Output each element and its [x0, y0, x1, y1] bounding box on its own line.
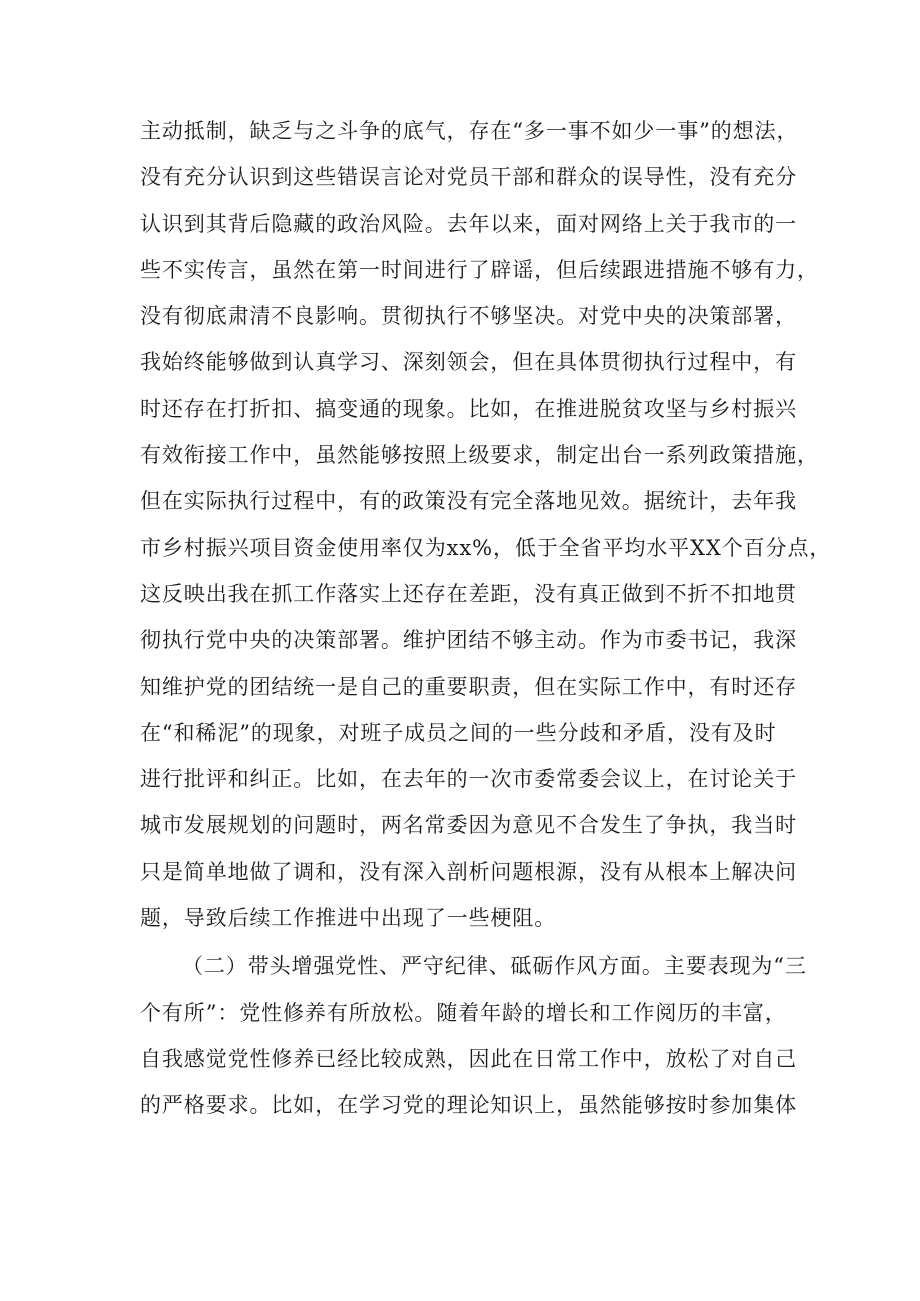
body-text [140, 108, 832, 1129]
text-line: 时还存在打折扣、搞变通的现象。比如，在推进脱贫攻坚与乡村振兴 [140, 396, 797, 421]
text-line: 我始终能够做到认真学习、深刻领会，但在具体贯彻执行过程中，有 [140, 350, 797, 375]
text-line: 市乡村振兴项目资金使用率仅为xx%，低于全省平均水平XX个百分点， [140, 535, 832, 560]
text-line: 没有彻底肃清不良影响。贯彻执行不够坚决。对党中央的决策部署， [140, 304, 797, 329]
text-line: 自我感觉党性修养已经比较成熟，因此在日常工作中，放松了对自己 [140, 1046, 797, 1071]
text-line: 进行批评和纠正。比如，在去年的一次市委常委会议上，在讨论关于 [140, 767, 797, 792]
text-line: 彻执行党中央的决策部署。维护团结不够主动。作为市委书记，我深 [140, 628, 797, 653]
section-heading-line: （二）带头增强党性、严守纪律、砥砺作风方面。主要表现为“三 [182, 954, 807, 979]
text-line: 些不实传言，虽然在第一时间进行了辟谣，但后续跟进措施不够有力， [140, 257, 819, 282]
text-line: 在“和稀泥”的现象，对班子成员之间的一些分歧和矛盾，没有及时 [140, 720, 777, 745]
text-line: 这反映出我在抓工作落实上还存在差距，没有真正做到不折不扣地贯 [140, 581, 797, 606]
text-line: 认识到其背后隐藏的政治风险。去年以来，面对网络上关于我市的一 [140, 211, 797, 236]
text-line: 没有充分认识到这些错误言论对党员干部和群众的误导性，没有充分 [140, 165, 797, 190]
text-line: 城市发展规划的问题时，两名常委因为意见不合发生了争执，我当时 [140, 813, 797, 838]
text-line: 个有所”：党性修养有所放松。随着年龄的增长和工作阅历的丰富， [140, 1000, 787, 1025]
text-line: 有效衔接工作中，虽然能够按照上级要求，制定出台一系列政策措施， [140, 443, 819, 468]
text-line: 只是简单地做了调和，没有深入剖析问题根源，没有从根本上解决问 [140, 859, 797, 884]
text-line: 但在实际执行过程中，有的政策没有完全落地见效。据统计，去年我 [140, 489, 797, 514]
text-line: 的严格要求。比如，在学习党的理论知识上，虽然能够按时参加集体 [140, 1093, 797, 1118]
text-line: 题，导致后续工作推进中出现了一些梗阻。 [140, 906, 557, 931]
text-line: 主动抵制，缺乏与之斗争的底气，存在“多一事不如少一事”的想法， [140, 119, 799, 143]
text-line: 知维护党的团结统一是自己的重要职责，但在实际工作中，有时还存 [140, 674, 797, 699]
